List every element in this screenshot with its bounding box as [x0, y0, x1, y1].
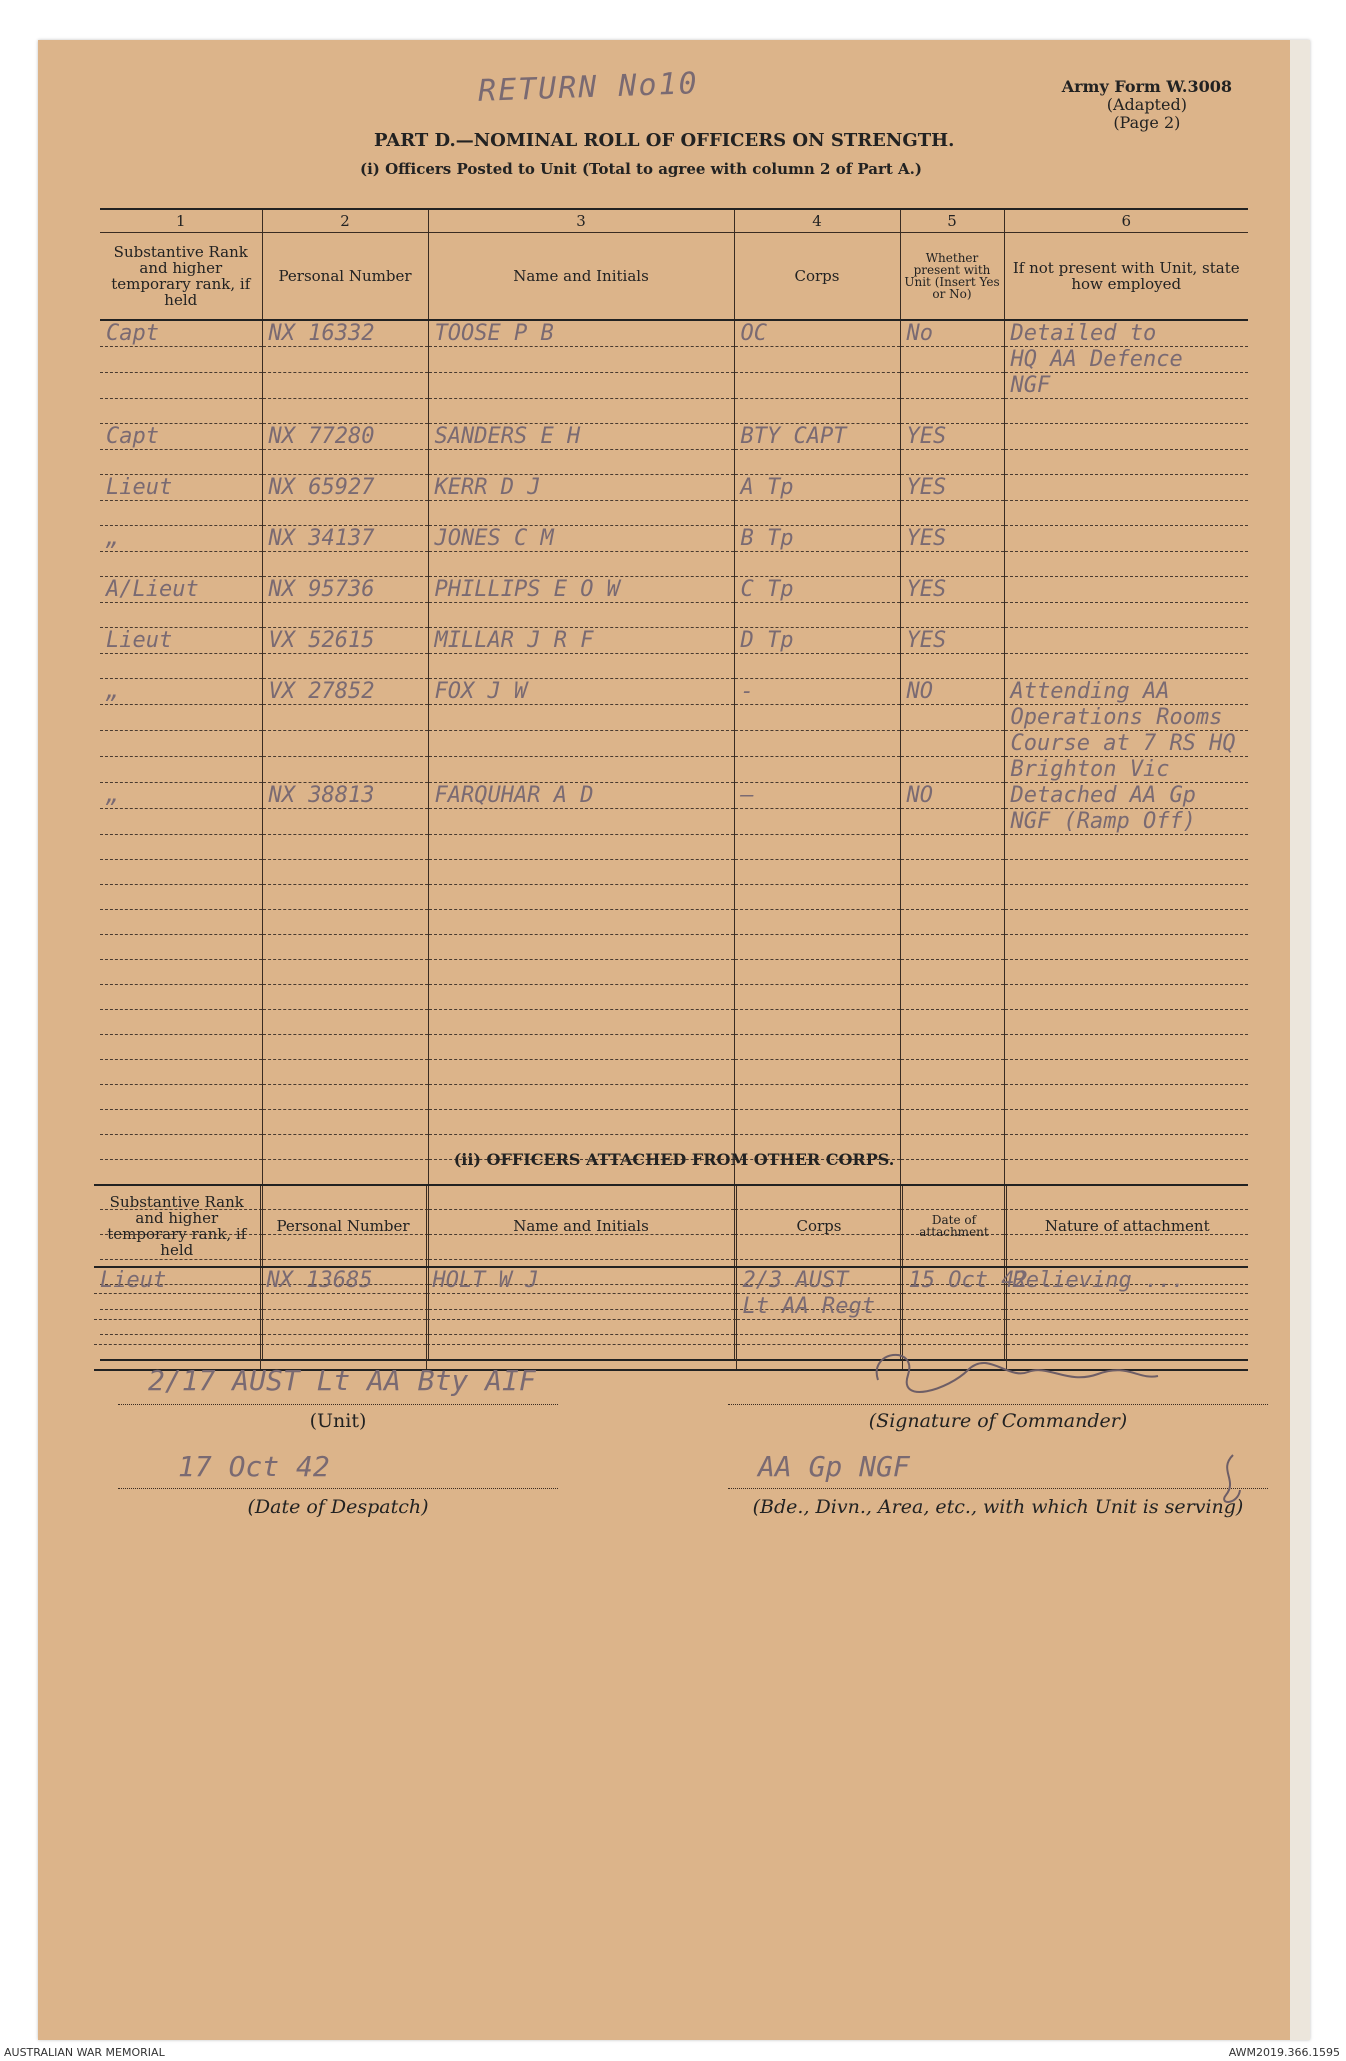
- name-cell: SANDERS E H: [428, 424, 734, 450]
- personal-number-cell: [260, 1294, 426, 1320]
- present-cell: [900, 757, 1004, 783]
- personal-number-cell: [262, 552, 428, 577]
- present-cell: [900, 910, 1004, 935]
- table-row: [100, 373, 1248, 399]
- personal-number-cell: [262, 757, 428, 783]
- personal-number-cell: [260, 1320, 426, 1345]
- area-label: (Bde., Divn., Area, etc., with which Unit is serving): [752, 1496, 1244, 1518]
- rank-cell: [100, 450, 262, 475]
- personal-number-cell: NX 16332: [262, 320, 428, 347]
- present-cell: [900, 373, 1004, 399]
- corps-cell: [734, 654, 900, 679]
- employment-cell: [1004, 960, 1248, 985]
- name-cell: [428, 1060, 734, 1085]
- name-cell: [428, 1010, 734, 1035]
- present-cell: [900, 935, 1004, 960]
- personal-number-cell: [262, 603, 428, 628]
- present-cell: [900, 1035, 1004, 1060]
- present-cell: [900, 399, 1004, 424]
- present-cell: [900, 1060, 1004, 1085]
- present-cell: YES: [900, 577, 1004, 603]
- area-line: [728, 1488, 1268, 1489]
- form-title: PART D.—NOMINAL ROLL OF OFFICERS ON STRENGTH.: [374, 130, 955, 151]
- name-cell: [428, 347, 734, 373]
- present-cell: [900, 885, 1004, 910]
- table-row: [100, 501, 1248, 526]
- rank-cell: [100, 603, 262, 628]
- commander-label: (Signature of Commander): [868, 1410, 1128, 1432]
- attached-header-row: [94, 1185, 1248, 1267]
- army-form-page: (Page 2): [1113, 113, 1181, 132]
- column-number: 4: [734, 209, 900, 233]
- corps-cell: [734, 731, 900, 757]
- name-cell: [428, 835, 734, 860]
- table-row: [100, 809, 1248, 835]
- personal-number-cell: NX 13685: [260, 1267, 426, 1294]
- employment-cell: Detached AA Gp: [1004, 783, 1248, 809]
- column-number: 1: [100, 209, 262, 233]
- corps-cell: [734, 935, 900, 960]
- employment-cell: Relieving ...: [1006, 1267, 1248, 1294]
- personal-number-cell: [262, 835, 428, 860]
- employment-cell: [1004, 526, 1248, 552]
- corps-cell: [734, 373, 900, 399]
- employment-cell: Detailed to: [1004, 320, 1248, 347]
- rank-cell: [100, 910, 262, 935]
- employment-cell: NGF (Ramp Off): [1004, 809, 1248, 835]
- employment-cell: Attending AA: [1004, 679, 1248, 705]
- corps-cell: [734, 885, 900, 910]
- table-row: [100, 654, 1248, 679]
- present-cell: [900, 450, 1004, 475]
- present-cell: YES: [900, 526, 1004, 552]
- present-cell: [900, 809, 1004, 835]
- corps-cell: [734, 399, 900, 424]
- employment-cell: [1004, 985, 1248, 1010]
- header-personal-number: Personal Number: [260, 1185, 426, 1267]
- present-cell: [900, 860, 1004, 885]
- rank-cell: Lieut: [100, 628, 262, 654]
- corps-cell: D Tp: [734, 628, 900, 654]
- employment-cell: [1004, 1035, 1248, 1060]
- employment-cell: [1004, 577, 1248, 603]
- rank-cell: [100, 1035, 262, 1060]
- personal-number-cell: [262, 399, 428, 424]
- present-cell: YES: [900, 424, 1004, 450]
- personal-number-cell: [262, 809, 428, 835]
- table-row: [100, 731, 1248, 757]
- column-number: 6: [1004, 209, 1248, 233]
- employment-cell: Course at 7 RS HQ: [1004, 731, 1248, 757]
- table-row: [100, 705, 1248, 731]
- rank-cell: [100, 654, 262, 679]
- table-row: [100, 783, 1248, 809]
- rank-cell: Capt: [100, 424, 262, 450]
- name-cell: FARQUHAR A D: [428, 783, 734, 809]
- rank-cell: Lieut: [94, 1267, 260, 1294]
- column-number-row: [100, 209, 1248, 233]
- name-cell: HOLT W J: [426, 1267, 736, 1294]
- employment-cell: [1004, 603, 1248, 628]
- header-name: Name and Initials: [428, 233, 734, 321]
- section-two-title: (ii) OFFICERS ATTACHED FROM OTHER CORPS.: [453, 1150, 895, 1169]
- personal-number-cell: [262, 1010, 428, 1035]
- rank-cell: [100, 860, 262, 885]
- table-row: [100, 885, 1248, 910]
- present-cell: [900, 960, 1004, 985]
- header-corps: Corps: [734, 233, 900, 321]
- employment-cell: Operations Rooms: [1004, 705, 1248, 731]
- rank-cell: [94, 1294, 260, 1320]
- name-cell: PHILLIPS E O W: [428, 577, 734, 603]
- personal-number-cell: NX 65927: [262, 475, 428, 501]
- name-cell: [428, 705, 734, 731]
- personal-number-cell: [262, 1110, 428, 1135]
- initial-mark-icon: [1208, 1450, 1248, 1510]
- employment-cell: [1004, 399, 1248, 424]
- name-cell: [428, 731, 734, 757]
- corps-cell: C Tp: [734, 577, 900, 603]
- employment-cell: [1004, 654, 1248, 679]
- corps-cell: [734, 1060, 900, 1085]
- corps-cell: [734, 985, 900, 1010]
- present-cell: YES: [900, 475, 1004, 501]
- table-row: [100, 450, 1248, 475]
- present-cell: No: [900, 320, 1004, 347]
- rank-cell: [100, 399, 262, 424]
- personal-number-cell: [262, 654, 428, 679]
- table-row: [94, 1294, 1248, 1320]
- name-cell: [426, 1320, 736, 1345]
- personal-number-cell: [262, 347, 428, 373]
- table-row: [100, 577, 1248, 603]
- personal-number-cell: [262, 860, 428, 885]
- name-cell: KERR D J: [428, 475, 734, 501]
- table-row: [100, 757, 1248, 783]
- personal-number-cell: NX 95736: [262, 577, 428, 603]
- name-cell: [428, 885, 734, 910]
- table-row: [100, 860, 1248, 885]
- rank-cell: [100, 985, 262, 1010]
- name-cell: [428, 501, 734, 526]
- header-present: Whether present with Unit (Insert Yes or No): [900, 233, 1004, 321]
- underlying-sheet: [1290, 40, 1310, 2040]
- table-row: [100, 526, 1248, 552]
- present-cell: [900, 705, 1004, 731]
- corps-cell: [734, 450, 900, 475]
- employment-cell: [1004, 835, 1248, 860]
- rank-cell: [100, 347, 262, 373]
- personal-number-cell: [262, 705, 428, 731]
- personal-number-cell: NX 38813: [262, 783, 428, 809]
- name-cell: [428, 373, 734, 399]
- header-corps: Corps: [736, 1185, 902, 1267]
- rank-cell: [100, 731, 262, 757]
- name-cell: [428, 757, 734, 783]
- personal-number-cell: [262, 373, 428, 399]
- personal-number-cell: [262, 450, 428, 475]
- rank-cell: [100, 1010, 262, 1035]
- corps-cell: [734, 960, 900, 985]
- personal-number-cell: [262, 985, 428, 1010]
- corps-cell: OC: [734, 320, 900, 347]
- corps-cell: [734, 1035, 900, 1060]
- name-cell: MILLAR J R F: [428, 628, 734, 654]
- name-cell: TOOSE P B: [428, 320, 734, 347]
- employment-cell: [1004, 1060, 1248, 1085]
- name-cell: [428, 910, 734, 935]
- personal-number-cell: [262, 1035, 428, 1060]
- present-cell: [900, 1085, 1004, 1110]
- employment-cell: [1004, 1085, 1248, 1110]
- rank-cell: [100, 1110, 262, 1135]
- corps-cell: [734, 1010, 900, 1035]
- corps-cell: [734, 757, 900, 783]
- table-row: [100, 475, 1248, 501]
- name-cell: JONES C M: [428, 526, 734, 552]
- corps-cell: [734, 603, 900, 628]
- personal-number-cell: NX 77280: [262, 424, 428, 450]
- present-cell: [900, 654, 1004, 679]
- employment-cell: Brighton Vic: [1004, 757, 1248, 783]
- personal-number-cell: [262, 501, 428, 526]
- corps-cell: -: [734, 679, 900, 705]
- area-value: AA Gp NGF: [758, 1450, 910, 1483]
- table-row: [100, 935, 1248, 960]
- table-row: [100, 552, 1248, 577]
- corps-cell: [734, 809, 900, 835]
- rank-cell: [100, 1060, 262, 1085]
- table-row: [100, 399, 1248, 424]
- table-row: [100, 910, 1248, 935]
- corps-cell: B Tp: [734, 526, 900, 552]
- army-form-label: [1062, 78, 1232, 132]
- personal-number-cell: [262, 1060, 428, 1085]
- present-cell: [900, 1010, 1004, 1035]
- form-subtitle: (i) Officers Posted to Unit (Total to agree with column 2 of Part A.): [360, 160, 922, 178]
- rank-cell: A/Lieut: [100, 577, 262, 603]
- table-row: [100, 1010, 1248, 1035]
- header-personal-number: Personal Number: [262, 233, 428, 321]
- present-cell: NO: [900, 783, 1004, 809]
- name-cell: [428, 654, 734, 679]
- name-cell: [428, 860, 734, 885]
- table-row: [100, 1035, 1248, 1060]
- rank-cell: „: [100, 526, 262, 552]
- corps-cell: [734, 910, 900, 935]
- employment-cell: [1004, 628, 1248, 654]
- table-row: [100, 603, 1248, 628]
- unit-value: 2/17 AUST Lt AA Bty AIF: [148, 1364, 536, 1397]
- name-cell: [426, 1294, 736, 1320]
- header-employment: If not present with Unit, state how employed: [1004, 233, 1248, 321]
- header-rank: Substantive Rank and higher temporary rank, if held: [100, 233, 262, 321]
- corps-cell: [734, 835, 900, 860]
- corps-cell: 2/3 AUST: [736, 1267, 902, 1294]
- employment-cell: [1006, 1294, 1248, 1320]
- table-row: [100, 1110, 1248, 1135]
- name-cell: [428, 985, 734, 1010]
- rank-cell: „: [100, 679, 262, 705]
- name-cell: [428, 1035, 734, 1060]
- employment-cell: [1004, 860, 1248, 885]
- unit-line: [118, 1404, 558, 1405]
- name-cell: [428, 603, 734, 628]
- employment-cell: [1004, 935, 1248, 960]
- rank-cell: Lieut: [100, 475, 262, 501]
- table-row: [100, 628, 1248, 654]
- rank-cell: [100, 960, 262, 985]
- rank-cell: [100, 809, 262, 835]
- employment-cell: [1004, 501, 1248, 526]
- army-form-number: Army Form W.3008: [1061, 77, 1232, 96]
- footer-archive-name: AUSTRALIAN WAR MEMORIAL: [4, 2046, 165, 2059]
- unit-label: (Unit): [309, 1410, 367, 1432]
- form-sheet: [38, 40, 1310, 2040]
- table-row: [100, 835, 1248, 860]
- personal-number-cell: [262, 935, 428, 960]
- handwritten-return-number: RETURN No10: [477, 66, 700, 109]
- employment-cell: [1004, 450, 1248, 475]
- rank-cell: „: [100, 783, 262, 809]
- present-cell: [900, 985, 1004, 1010]
- rank-cell: [100, 373, 262, 399]
- corps-cell: Lt AA Regt: [736, 1294, 902, 1320]
- employment-cell: [1004, 475, 1248, 501]
- rank-cell: [94, 1320, 260, 1345]
- table-row: [100, 1060, 1248, 1085]
- table-row: [100, 347, 1248, 373]
- corps-cell: BTY CAPT: [734, 424, 900, 450]
- name-cell: [428, 552, 734, 577]
- personal-number-cell: [262, 910, 428, 935]
- corps-cell: [734, 552, 900, 577]
- army-form-adapted: (Adapted): [1106, 95, 1187, 114]
- corps-cell: —: [734, 783, 900, 809]
- table-row: [100, 985, 1248, 1010]
- name-cell: [428, 1110, 734, 1135]
- column-header-row: [100, 233, 1248, 321]
- personal-number-cell: [262, 1085, 428, 1110]
- present-cell: [900, 552, 1004, 577]
- header-name: Name and Initials: [426, 1185, 736, 1267]
- table-row: [100, 679, 1248, 705]
- present-cell: [900, 1110, 1004, 1135]
- rank-cell: [100, 935, 262, 960]
- rank-cell: [100, 1085, 262, 1110]
- rank-cell: [100, 501, 262, 526]
- table-row: [100, 960, 1248, 985]
- employment-cell: [1004, 552, 1248, 577]
- employment-cell: [1004, 424, 1248, 450]
- personal-number-cell: VX 52615: [262, 628, 428, 654]
- rank-cell: [100, 885, 262, 910]
- present-cell: [900, 835, 1004, 860]
- header-nature-attachment: Nature of attachment: [1006, 1185, 1248, 1267]
- present-cell: YES: [900, 628, 1004, 654]
- employment-cell: NGF: [1004, 373, 1248, 399]
- name-cell: FOX J W: [428, 679, 734, 705]
- rank-cell: [100, 552, 262, 577]
- present-cell: [900, 347, 1004, 373]
- name-cell: [428, 1085, 734, 1110]
- corps-cell: [734, 1085, 900, 1110]
- rank-cell: [100, 835, 262, 860]
- employment-cell: [1004, 910, 1248, 935]
- date-value: 17 Oct 42: [178, 1450, 330, 1483]
- personal-number-cell: [262, 960, 428, 985]
- footer-accession-number: AWM2019.366.1595: [1228, 2046, 1340, 2059]
- employment-cell: HQ AA Defence: [1004, 347, 1248, 373]
- header-rank: Substantive Rank and higher temporary rank, if held: [94, 1185, 260, 1267]
- corps-cell: [734, 501, 900, 526]
- table-row: [100, 1085, 1248, 1110]
- personal-number-cell: VX 27852: [262, 679, 428, 705]
- present-cell: NO: [900, 679, 1004, 705]
- employment-cell: [1004, 1010, 1248, 1035]
- column-number: 2: [262, 209, 428, 233]
- present-cell: [902, 1294, 1006, 1320]
- present-cell: [900, 501, 1004, 526]
- present-cell: [900, 731, 1004, 757]
- corps-cell: [734, 1110, 900, 1135]
- date-line: [118, 1488, 558, 1489]
- table-row: [100, 320, 1248, 347]
- corps-cell: A Tp: [734, 475, 900, 501]
- present-cell: 15 Oct 42: [902, 1267, 1006, 1294]
- name-cell: [428, 960, 734, 985]
- name-cell: [428, 935, 734, 960]
- rank-cell: [100, 705, 262, 731]
- name-cell: [428, 450, 734, 475]
- date-label: (Date of Despatch): [247, 1496, 429, 1518]
- employment-cell: [1004, 1110, 1248, 1135]
- employment-cell: [1004, 885, 1248, 910]
- table-row: [94, 1267, 1248, 1294]
- name-cell: [428, 809, 734, 835]
- rank-cell: [100, 757, 262, 783]
- present-cell: [900, 603, 1004, 628]
- column-number: 3: [428, 209, 734, 233]
- corps-cell: [734, 705, 900, 731]
- commander-line: [728, 1404, 1268, 1405]
- corps-cell: [734, 347, 900, 373]
- personal-number-cell: [262, 731, 428, 757]
- personal-number-cell: [262, 885, 428, 910]
- rank-cell: Capt: [100, 320, 262, 347]
- header-date-attachment: Date of attachment: [902, 1185, 1006, 1267]
- commander-signature-icon: [858, 1340, 1178, 1400]
- column-number: 5: [900, 209, 1004, 233]
- name-cell: [428, 399, 734, 424]
- corps-cell: [734, 860, 900, 885]
- table-row: [100, 424, 1248, 450]
- personal-number-cell: NX 34137: [262, 526, 428, 552]
